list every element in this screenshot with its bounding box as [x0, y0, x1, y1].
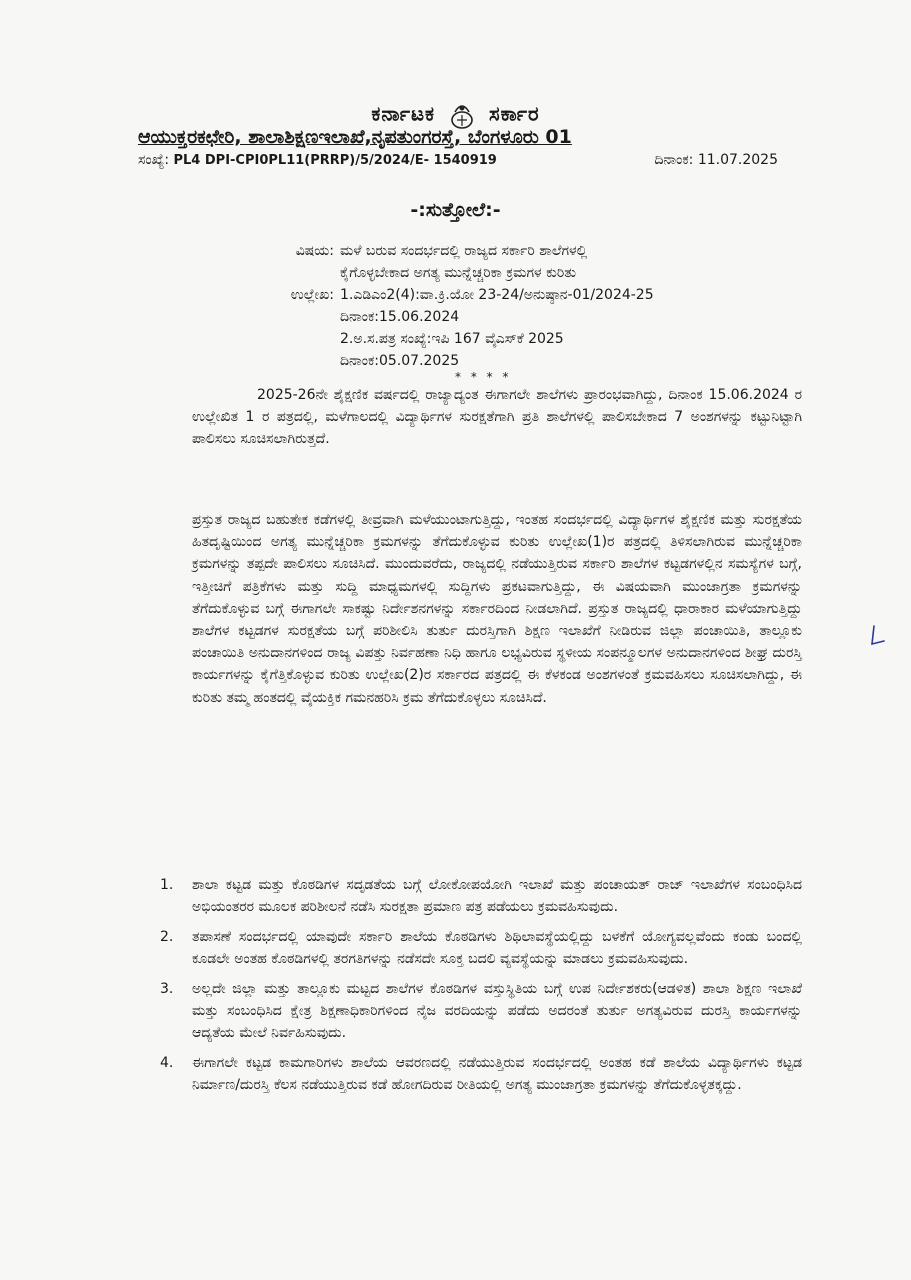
- date-value: 11.07.2025: [697, 152, 778, 168]
- list-item-text: ಈಗಾಗಲೇ ಕಟ್ಟಡ ಕಾಮಗಾರಿಗಳು ಶಾಲೆಯ ಆವರಣದಲ್ಲಿ ನಡೆಯುತ್ತಿರುವ ಸಂದರ್ಭದಲ್ಲಿ ಅಂತಹ ಕಡೆ ಶಾಲೆಯ ವಿದ್ಯಾರ್ಥಿಗಳು ಕಟ್ಟಡ ನಿರ್ಮಾಣ/ದುರಸ್ತಿ ಕೆಲಸ ನಡೆಯುತ್ತಿರುವ ಕಡೆ ಹೋಗದಿರುವ ರೀತಿಯಲ್ಲಿ ಅಗತ್ಯ ಮುಂಜಾಗ್ರತಾ ಕ್ರಮಗಳನ್ನು ತೆಗೆದುಕೊಳ್ಳತಕ್ಕದ್ದು.: [192, 1055, 802, 1093]
- list-item: [160, 926, 802, 970]
- list-item-text: ಅಲ್ಲದೇ ಜಿಲ್ಲಾ ಮತ್ತು ತಾಲ್ಲೂಕು ಮಟ್ಟದ ಶಾಲೆಗಳ ಕೊಠಡಿಗಳ ವಸ್ತುಸ್ಥಿತಿಯ ಬಗ್ಗೆ ಉಪ ನಿರ್ದೇಶಕರು(ಆಡಳಿತ) ಶಾಲಾ ಶಿಕ್ಷಣ ಇಲಾಖೆ ಮತ್ತು ಸಂಬಂಧಿಸಿದ ಕ್ಷೇತ್ರ ಶಿಕ್ಷಣಾಧಿಕಾರಿಗಳಿಂದ ನೈಜ ವರದಿಯನ್ನು ಪಡೆದು ಅದರಂತೆ ತುರ್ತು ಅಗತ್ಯವಿರುವ ದುರಸ್ತಿ ಕಾರ್ಯಗಳನ್ನು ಆದ್ಯತೆಯ ಮೇಲೆ ನಿರ್ವಹಿಸುವುದು.: [192, 981, 802, 1041]
- issue-date: [654, 152, 778, 168]
- subject-label: ವಿಷಯ:: [295, 243, 334, 259]
- office-address: ಆಯುಕ್ತರಕಛೇರಿ, ಶಾಲಾಶಿಕ್ಷಣಇಲಾಖೆ,ನೃಪತುಂಗರಸ್ತೆ, ಬೆಂಗಳೂರು 01: [138, 126, 572, 148]
- list-item-number: 4.: [160, 1055, 174, 1071]
- list-item: [160, 1052, 802, 1096]
- list-item-text: ಶಾಲಾ ಕಟ್ಟಡ ಮತ್ತು ಕೊಠಡಿಗಳ ಸದೃಡತೆಯ ಬಗ್ಗೆ ಲೋಕೋಪಯೋಗಿ ಇಲಾಖೆ ಮತ್ತು ಪಂಚಾಯತ್ ರಾಜ್ ಇಲಾಖೆಗಳ ಸಂಬಂಧಿಸಿದ ಅಭಿಯಂತರರ ಮೂಲಕ ಪರಿಶೀಲನೆ ನಡೆಸಿ ಸುರಕ್ಷತಾ ಪ್ರಮಾಣ ಪತ್ರ ಪಡೆಯಲು ಕ್ರಮವಹಿಸುವುದು.: [192, 877, 802, 915]
- reference-line-item: 1.ಎಡಿಎಂ2(4):ವಾ.ಕ್ರಿ.ಯೋ 23-24/ಅನುಷ್ಠಾನ-01/2024-25: [340, 287, 654, 303]
- gov-title-left: ಕರ್ನಾಟಕ: [371, 101, 436, 126]
- ref-number: PL4 DPI-CPI0PL11(PRRP)/5/2024/E- 1540919: [173, 153, 497, 168]
- list-item-number: 1.: [160, 877, 174, 893]
- section-separator: * * * *: [455, 370, 512, 384]
- list-item-number: 2.: [160, 929, 174, 945]
- reference-row: [262, 284, 782, 372]
- subject-block: [262, 240, 782, 372]
- reference-line-item: ದಿನಾಂಕ:05.07.2025: [340, 353, 460, 369]
- subject-row: [262, 240, 782, 284]
- list-item: [160, 874, 802, 918]
- circular-title: -:ಸುತ್ತೋಲೆ:-: [410, 199, 501, 221]
- instruction-list: [160, 874, 802, 1104]
- reference-line-item: 2.ಅ.ಸ.ಪತ್ರ ಸಂಖ್ಯೆ:ಇಪಿ 167 ವೈಎಸ್‌ಕೆ 2025: [340, 331, 564, 347]
- date-label: ದಿನಾಂಕ:: [654, 152, 694, 168]
- ref-label: ಸಂಖ್ಯೆ:: [138, 152, 170, 168]
- handwritten-mark-icon: [868, 624, 888, 648]
- reference-line: [138, 152, 778, 168]
- subject-line: ಮಳೆ ಬರುವ ಸಂದರ್ಭದಲ್ಲಿ ರಾಜ್ಯದ ಸರ್ಕಾರಿ ಶಾಲೆಗಳಲ್ಲಿ: [340, 243, 588, 259]
- reference-label: ಉಲ್ಲೇಖ:: [290, 287, 334, 303]
- body-paragraph-2: ಪ್ರಸ್ತುತ ರಾಜ್ಯದ ಬಹುತೇಕ ಕಡೆಗಳಲ್ಲಿ ತೀವ್ರವಾಗಿ ಮಳೆಯುಂಟಾಗುತ್ತಿದ್ದು, ಇಂತಹ ಸಂದರ್ಭದಲ್ಲಿ ವಿದ್ಯಾರ್ಥಿಗಳ ಶೈಕ್ಷಣಿಕ ಮತ್ತು ಸುರಕ್ಷತೆಯ ಹಿತದೃಷ್ಟಿಯಿಂದ ಅಗತ್ಯ ಮುನ್ನೆಚ್ಚರಿಕಾ ಕ್ರಮಗಳನ್ನು ತೆಗೆದುಕೊಳ್ಳುವ ಕುರಿತು ಉಲ್ಲೇಖ(1)ರ ಪತ್ರದಲ್ಲಿ ತಿಳಿಸಲಾಗಿರುವ ಮುನ್ನೆಚ್ಚರಿಕಾ ಕ್ರಮಗಳನ್ನು ತಪ್ಪದೇ ಪಾಲಿಸಲು ಸೂಚಿಸಿದೆ. ಮುಂದುವರೆದು, ರಾಜ್ಯದಲ್ಲಿ ನಡೆಯುತ್ತಿರುವ ಸರ್ಕಾರಿ ಶಾಲೆಗಳ ಕಟ್ಟಡಗಳಲ್ಲಿನ ಸಮಸ್ಯೆಗಳ ಬಗ್ಗೆ, ಇತ್ತೀಚಿಗೆ ಪತ್ರಿಕೆಗಳು ಮತ್ತು ಸುದ್ದಿ ಮಾಧ್ಯಮಗಳಲ್ಲಿ ಸುದ್ದಿಗಳು ಪ್ರಕಟವಾಗುತ್ತಿದ್ದು, ಈ ವಿಷಯವಾಗಿ ಮುಂಜಾಗ್ರತಾ ಕ್ರಮಗಳನ್ನು ತೆಗೆದುಕೊಳ್ಳುವ ಬಗ್ಗೆ ಈಗಾಗಲೇ ಸಾಕಷ್ಟು ನಿರ್ದೇಶನಗಳನ್ನು ಸರ್ಕಾರದಿಂದ ನೀಡಲಾಗಿದೆ. ಪ್ರಸ್ತುತ ರಾಜ್ಯದಲ್ಲಿ ಧಾರಾಕಾರ ಮಳೆಯಾಗುತ್ತಿದ್ದು ಶಾಲೆಗಳ ಕಟ್ಟಡಗಳ ಸುರಕ್ಷತೆಯ ಬಗ್ಗೆ ಪರಿಶೀಲಿಸಿ ತುರ್ತು ದುರಸ್ತಿಗಾಗಿ ಶಿಕ್ಷಣ ಇಲಾಖೆಗೆ ನೀಡಿರುವ ಜಿಲ್ಲಾ ಪಂಚಾಯಿತಿ, ತಾಲ್ಲೂಕು ಪಂಚಾಯಿತಿ ಅನುದಾನಗಳಿಂದ ರಾಜ್ಯ ವಿಪತ್ತು ನಿರ್ವಹಣಾ ನಿಧಿ ಹಾಗೂ ಲಭ್ಯವಿರುವ ಸ್ಥಳೀಯ ಸಂಪನ್ಮೂಲಗಳ ಅನುದಾನಗಳಿಂದ ಶೀಘ್ರ ದುರಸ್ತಿ ಕಾರ್ಯಗಳನ್ನು ಕೈಗೆತ್ತಿಕೊಳ್ಳುವ ಕುರಿತು ಉಲ್ಲೇಖ(2)ರ ಸರ್ಕಾರದ ಪತ್ರದಲ್ಲಿ ಈ ಕೆಳಕಂಡ ಅಂಶಗಳಂತೆ ಕ್ರಮವಹಿಸಲು ಸೂಚಿಸಲಾಗಿದ್ದು, ಈ ಕುರಿತು ತಮ್ಮ ಹಂತದಲ್ಲಿ ವೈಯಕ್ತಿಕ ಗಮನಹರಿಸಿ ಕ್ರಮ ತೆಗೆದುಕೊಳ್ಳಲು ಸೂಚಿಸಿದೆ.: [192, 512, 802, 706]
- gov-title-right: ಸರ್ಕಾರ: [488, 101, 540, 126]
- reference-line-item: ದಿನಾಂಕ:15.06.2024: [340, 309, 460, 325]
- subject-text: [340, 240, 782, 284]
- list-item: [160, 978, 802, 1044]
- subject-line: ಕೈಗೊಳ್ಳಬೇಕಾದ ಅಗತ್ಯ ಮುನ್ನೆಚ್ಚರಿಕಾ ಕ್ರಮಗಳ ಕುರಿತು: [340, 265, 577, 281]
- reference-text: [340, 284, 782, 372]
- body-paragraph-1: 2025-26ನೇ ಶೈಕ್ಷಣಿಕ ವರ್ಷದಲ್ಲಿ ರಾಜ್ಯಾದ್ಯಂತ ಈಗಾಗಲೇ ಶಾಲೆಗಳು ಪ್ರಾರಂಭವಾಗಿದ್ದು, ದಿನಾಂಕ 15.06.2024 ರ ಉಲ್ಲೇಖಿತ 1 ರ ಪತ್ರದಲ್ಲಿ, ಮಳೆಗಾಲದಲ್ಲಿ ವಿದ್ಯಾರ್ಥಿಗಳ ಸುರಕ್ಷತೆಗಾಗಿ ಪ್ರತಿ ಶಾಲೆಗಳಲ್ಲಿ ಪಾಲಿಸಬೇಕಾದ 7 ಅಂಶಗಳನ್ನು ಕಟ್ಟುನಿಟ್ಟಾಗಿ ಪಾಲಿಸಲು ಸೂಚಿಸಲಾಗಿರುತ್ತದೆ.: [192, 387, 802, 448]
- list-item-text: ತಪಾಸಣೆ ಸಂದರ್ಭದಲ್ಲಿ ಯಾವುದೇ ಸರ್ಕಾರಿ ಶಾಲೆಯ ಕೊಠಡಿಗಳು ಶಿಥಿಲಾವಸ್ಥೆಯಲ್ಲಿದ್ದು ಬಳಕೆಗೆ ಯೋಗ್ಯವಲ್ಲವೆಂದು ಕಂಡು ಬಂದಲ್ಲಿ ಕೂಡಲೇ ಅಂತಹ ಕೊಠಡಿಗಳಲ್ಲಿ ತರಗತಿಗಳನ್ನು ನಡೆಸದೇ ಸೂಕ್ತ ಬದಲಿ ವ್ಯವಸ್ಥೆಯನ್ನು ಮಾಡಲು ಕ್ರಮವಹಿಸುವುದು.: [192, 929, 802, 967]
- list-item-number: 3.: [160, 981, 174, 997]
